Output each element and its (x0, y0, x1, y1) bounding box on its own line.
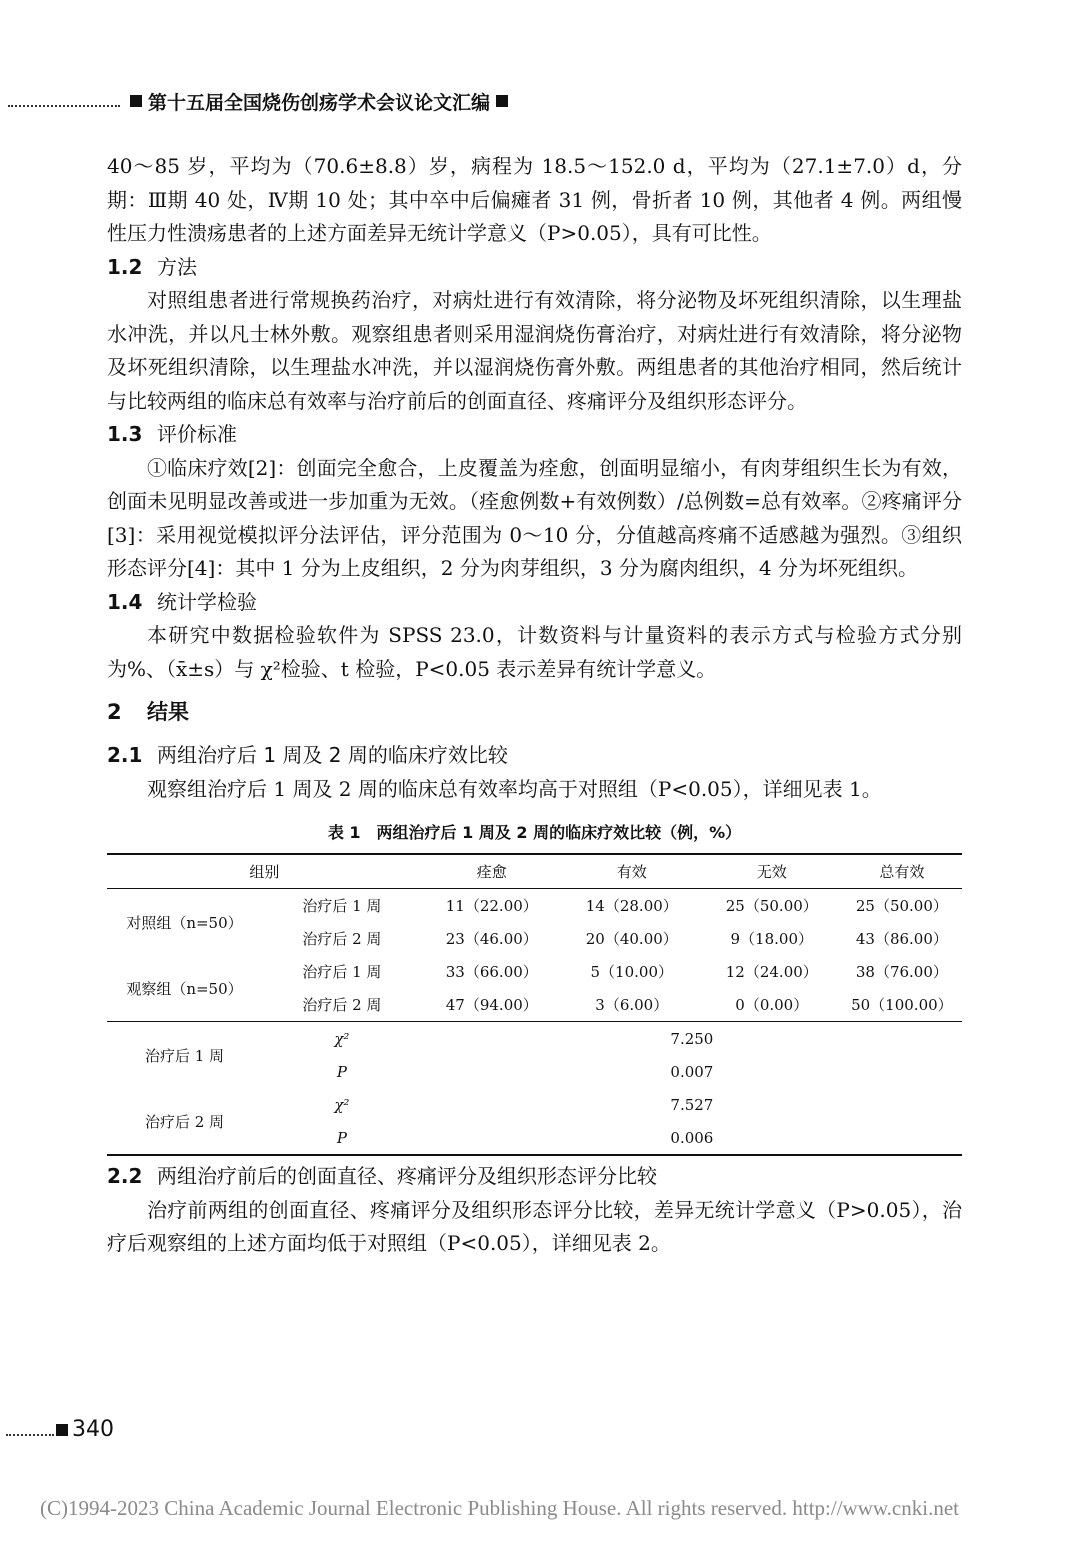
table-cell: 14（28.00） (585, 897, 678, 915)
header-title: 第十五届全国烧伤创疡学术会议论文汇编 (148, 91, 491, 114)
table-cell: 5（10.00） (590, 963, 674, 981)
heading-number: 2 (107, 700, 122, 724)
time-label-cell: 治疗后 2 周 (302, 996, 382, 1014)
paragraph-wound-scores: 治疗前两组的创面直径、疼痛评分及组织形态评分比较，差异无统计学意义（P>0.05），治疗后观察组的上述方面均低于对照组（P<0.05），详细见表 2。 (107, 1197, 962, 1255)
header-square-icon (130, 95, 142, 107)
p-value: 0.007 (670, 1062, 714, 1081)
footer-square-icon (56, 1424, 68, 1436)
paragraph-statistics: 本研究中数据检验软件为 SPSS 23.0，计数资料与计量资料的表示方式与检验方式分别为%、（x̄±s）与 χ²检验、t 检验，P<0.05 表示差异有统计学意义。 (107, 623, 962, 681)
p-symbol: P (336, 1128, 347, 1147)
heading-text: 结果 (147, 700, 189, 724)
heading-number: 1.3 (107, 422, 143, 446)
table-cell: 23（46.00） (445, 930, 538, 948)
table-cell: 12（24.00） (725, 963, 818, 981)
column-header: 有效 (562, 854, 702, 889)
table-cell: 33（66.00） (445, 963, 538, 981)
table-cell: 9（18.00） (730, 930, 814, 948)
table-header-row (107, 854, 962, 889)
time-label-cell: 治疗后 1 周 (302, 963, 382, 981)
heading-text: 方法 (157, 254, 197, 279)
footer-dotted-leader (6, 1424, 54, 1436)
header-square-icon (496, 95, 508, 107)
column-header: 无效 (702, 854, 842, 889)
group-name-cell: 对照组（n=50） (126, 913, 243, 932)
table-cell: 11（22.00） (445, 897, 538, 915)
page-number: 340 (72, 1417, 114, 1442)
heading-number: 1.4 (107, 589, 143, 614)
heading-text: 两组治疗前后的创面直径、疼痛评分及组织形态评分比较 (157, 1164, 657, 1188)
page-content (107, 150, 962, 1261)
paragraph-subjects: 40～85 岁，平均为（70.6±8.8）岁，病程为 18.5～152.0 d，平均为（27.1±7.0）d，分期：Ⅲ期 40 处，Ⅳ期 10 处；其中卒中后偏瘫者 31 例，骨折者 10 例，其他者 4 例。两组慢性压力性溃疡患者的上述方面差异无统计学意义（P>0.05），具有可比性。 (107, 154, 962, 245)
chi-square-symbol: χ² (334, 1095, 350, 1114)
heading-number: 2.1 (107, 743, 143, 767)
column-header: 总有效 (842, 854, 962, 889)
page-footer (6, 1417, 114, 1442)
heading-text: 评价标准 (157, 422, 237, 446)
section-heading-methods (107, 251, 962, 285)
table-cell: 50（100.00） (851, 996, 953, 1014)
section-heading-wound-scores (107, 1160, 962, 1194)
table-row (107, 889, 962, 923)
stats-label-cell: 治疗后 1 周 (107, 1022, 262, 1089)
running-header (8, 86, 708, 116)
p-symbol: P (336, 1062, 347, 1081)
chi-square-value: 7.527 (670, 1095, 714, 1114)
table-cell: 38（76.00） (855, 963, 948, 981)
table-caption: 表 1 两组治疗后 1 周及 2 周的临床疗效比较（例，%） (327, 823, 742, 842)
table-cell: 25（50.00） (725, 897, 818, 915)
table-cell: 0（0.00） (735, 996, 809, 1014)
stats-row (107, 1088, 962, 1121)
column-header: 痊愈 (422, 854, 562, 889)
time-label-cell: 治疗后 2 周 (302, 930, 382, 948)
time-label-cell: 治疗后 1 周 (302, 897, 382, 915)
table-cell: 43（86.00） (855, 930, 948, 948)
paragraph-methods: 对照组患者进行常规换药治疗，对病灶进行有效清除，将分泌物及坏死组织清除，以生理盐水冲洗，并以凡士林外敷。观察组患者则采用湿润烧伤膏治疗，对病灶进行有效清除，将分泌物及坏死组织清除，以生理盐水冲洗，并以湿润烧伤膏外敷。两组患者的其他治疗相同，然后统计与比较两组的临床总有效率与治疗前后的创面直径、疼痛评分及组织形态评分。 (107, 288, 962, 413)
column-header: 组别 (107, 854, 422, 889)
stats-row (107, 1022, 962, 1056)
table-cell: 3（6.00） (595, 996, 669, 1014)
table-cell: 25（50.00） (855, 897, 948, 915)
chi-square-symbol: χ² (262, 1022, 422, 1056)
efficacy-table (107, 853, 962, 1156)
stats-label-cell: 治疗后 2 周 (144, 1112, 225, 1131)
p-value: 0.006 (670, 1128, 714, 1147)
heading-text: 统计学检验 (157, 589, 257, 614)
header-dotted-leader (8, 95, 120, 107)
heading-number: 2.2 (107, 1164, 143, 1188)
heading-number: 1.2 (107, 254, 143, 279)
paragraph-efficacy: 观察组治疗后 1 周及 2 周的临床总有效率均高于对照组（P<0.05），详细见表 1。 (147, 776, 882, 801)
chi-square-value: 7.250 (422, 1022, 962, 1056)
section-heading-efficacy (107, 739, 962, 773)
table-cell: 47（94.00） (445, 996, 538, 1014)
heading-text: 两组治疗后 1 周及 2 周的临床疗效比较 (157, 743, 508, 767)
section-heading-results (107, 696, 962, 729)
table-cell: 20（40.00） (585, 930, 678, 948)
section-heading-statistics (107, 586, 962, 620)
paragraph-criteria: ①临床疗效[2]：创面完全愈合，上皮覆盖为痊愈，创面明显缩小，有肉芽组织生长为有效，创面未见明显改善或进一步加重为无效。（痊愈例数+有效例数）/总例数=总有效率。②疼痛评分[3]：采用视觉模拟评分法评估，评分范围为 0～10 分，分值越高疼痛不适感越为强烈。③组织形态评分[4]：其中 1 分为上皮组织，2 分为肉芽组织，3 分为腐肉组织，4 分为坏死组织。 (107, 455, 962, 580)
table-row (107, 955, 962, 988)
copyright-notice: (C)1994-2023 China Academic Journal Electronic Publishing House. All rights reserved. http://www.cnki.net (40, 1496, 959, 1520)
section-heading-criteria (107, 418, 962, 452)
group-name-cell: 观察组（n=50） (126, 979, 243, 998)
